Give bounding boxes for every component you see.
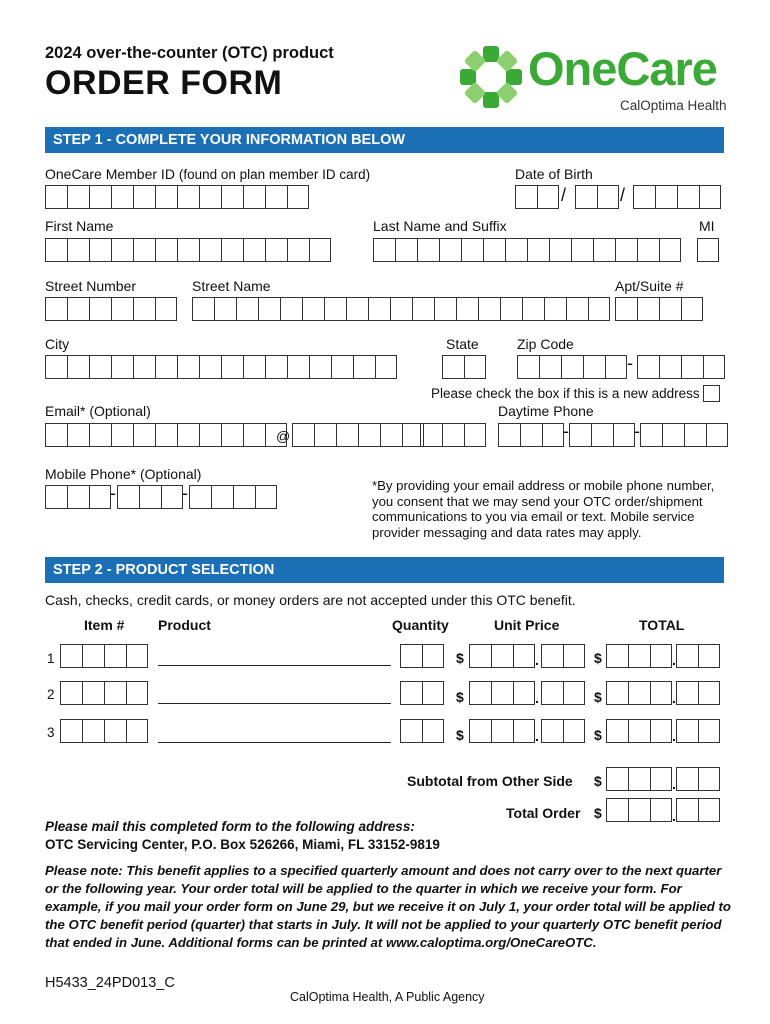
city-field[interactable] — [45, 355, 397, 379]
email-user-field[interactable] — [45, 423, 287, 447]
first-name-field[interactable] — [45, 238, 331, 262]
item-number-field[interactable] — [60, 644, 148, 668]
product-field[interactable] — [158, 650, 391, 666]
daytime-phone-label: Daytime Phone — [498, 403, 594, 419]
last-name-field[interactable] — [373, 238, 681, 262]
last-name-label: Last Name and Suffix — [373, 218, 507, 234]
total-cents[interactable] — [676, 719, 720, 743]
mobile-label: Mobile Phone* (Optional) — [45, 466, 202, 482]
currency-sign: $ — [594, 805, 602, 821]
row-number: 2 — [47, 687, 55, 702]
at-sign: @ — [276, 428, 291, 444]
state-label: State — [446, 336, 479, 352]
zip-label: Zip Code — [517, 336, 574, 352]
apt-label: Apt/Suite # — [615, 278, 684, 294]
quantity-field[interactable] — [400, 644, 444, 668]
street-name-field[interactable] — [192, 297, 610, 321]
col-item: Item # — [84, 617, 125, 633]
zip-field[interactable] — [517, 355, 627, 379]
row-number: 1 — [47, 651, 55, 666]
email-tld-field[interactable] — [420, 423, 486, 447]
daytime-phone-prefix[interactable] — [569, 423, 635, 447]
unit-price-cents[interactable] — [541, 719, 585, 743]
total-order-dollars[interactable] — [606, 798, 672, 822]
item-number-field[interactable] — [60, 719, 148, 743]
unit-price-dollars[interactable] — [469, 719, 535, 743]
dob-day-field[interactable] — [575, 185, 619, 209]
benefit-note: Please note: This benefit applies to a specified quarterly amount and does not carry over to the next quarter or the following year. Your order total will be applied to the quarter in which we receive your form. For example, if you mail your order form on June 29, but we receive it on July 1, your order total will be applied to the OTC benefit period (quarter) that starts in July. It will not be applied to your quarterly OTC benefit period that ended in June. Additional forms can be printed at www.caloptima.org/OneCareOTC. — [45, 863, 731, 950]
unit-price-cents[interactable] — [541, 681, 585, 705]
mobile-line[interactable] — [189, 485, 277, 509]
email-domain-field[interactable] — [292, 423, 424, 447]
total-cents[interactable] — [676, 644, 720, 668]
dob-year-field[interactable] — [633, 185, 721, 209]
product-field[interactable] — [158, 688, 391, 704]
dob-month-field[interactable] — [515, 185, 559, 209]
unit-price-dollars[interactable] — [469, 644, 535, 668]
currency-sign: $ — [594, 650, 602, 666]
total-dollars[interactable] — [606, 681, 672, 705]
city-label: City — [45, 336, 70, 352]
col-quantity: Quantity — [392, 617, 449, 633]
unit-price-dollars[interactable] — [469, 681, 535, 705]
logo-subtitle: CalOptima Health — [620, 98, 727, 113]
subtotal-dollars[interactable] — [606, 767, 672, 791]
form-subtitle: 2024 over-the-counter (OTC) product — [45, 44, 334, 62]
row-number: 3 — [47, 725, 55, 740]
product-field[interactable] — [158, 727, 391, 743]
email-label: Email* (Optional) — [45, 403, 151, 419]
currency-sign: $ — [594, 773, 602, 789]
member-id-field[interactable] — [45, 185, 309, 209]
mobile-area[interactable] — [45, 485, 111, 509]
col-unit-price: Unit Price — [494, 617, 560, 633]
step2-heading: STEP 2 - PRODUCT SELECTION — [45, 557, 724, 583]
street-number-field[interactable] — [45, 297, 177, 321]
total-order-cents[interactable] — [676, 798, 720, 822]
new-address-checkbox[interactable] — [703, 385, 720, 402]
quantity-field[interactable] — [400, 719, 444, 743]
street-name-label: Street Name — [192, 278, 271, 294]
item-number-field[interactable] — [60, 681, 148, 705]
currency-sign: $ — [456, 650, 464, 666]
total-dollars[interactable] — [606, 719, 672, 743]
zip-ext-field[interactable] — [637, 355, 725, 379]
onecare-logo — [458, 44, 728, 116]
currency-sign: $ — [456, 727, 464, 743]
total-order-label: Total Order — [506, 805, 581, 821]
dob-label: Date of Birth — [515, 166, 593, 182]
step1-heading: STEP 1 - COMPLETE YOUR INFORMATION BELOW — [45, 127, 724, 153]
first-name-label: First Name — [45, 218, 114, 234]
total-cents[interactable] — [676, 681, 720, 705]
street-number-label: Street Number — [45, 278, 137, 294]
subtotal-cents[interactable] — [676, 767, 720, 791]
unit-price-cents[interactable] — [541, 644, 585, 668]
member-id-label: OneCare Member ID (found on plan member ID card) — [45, 166, 371, 182]
agency-footer: CalOptima Health, A Public Agency — [290, 990, 485, 1004]
mobile-prefix[interactable] — [117, 485, 183, 509]
col-total: TOTAL — [639, 617, 685, 633]
logo-wordmark: OneCare — [528, 42, 717, 95]
currency-sign: $ — [594, 689, 602, 705]
apt-field[interactable] — [615, 297, 703, 321]
new-address-label: Please check the box if this is a new address — [431, 386, 700, 401]
mi-field[interactable] — [697, 238, 719, 262]
quantity-field[interactable] — [400, 681, 444, 705]
total-dollars[interactable] — [606, 644, 672, 668]
consent-note: *By providing your email address or mobile phone number, you consent that we may send your OTC order/shipment communications to you via email or text. Mobile service provider messaging and data rates may apply. — [372, 478, 715, 540]
state-field[interactable] — [442, 355, 486, 379]
form-code: H5433_24PD013_C — [45, 975, 175, 991]
daytime-phone-line[interactable] — [640, 423, 728, 447]
mi-label: MI — [699, 218, 715, 234]
daytime-phone-area[interactable] — [498, 423, 564, 447]
currency-sign: $ — [456, 689, 464, 705]
subtotal-label: Subtotal from Other Side — [407, 773, 573, 789]
mail-instruction: Please mail this completed form to the following address: — [45, 819, 415, 834]
col-product: Product — [158, 617, 211, 633]
onecare-flower-icon — [458, 44, 524, 110]
form-title: ORDER FORM — [45, 64, 283, 102]
mail-address: OTC Servicing Center, P.O. Box 526266, Miami, FL 33152-9819 — [45, 837, 440, 852]
currency-sign: $ — [594, 727, 602, 743]
payment-note: Cash, checks, credit cards, or money orders are not accepted under this OTC benefit. — [45, 592, 576, 608]
